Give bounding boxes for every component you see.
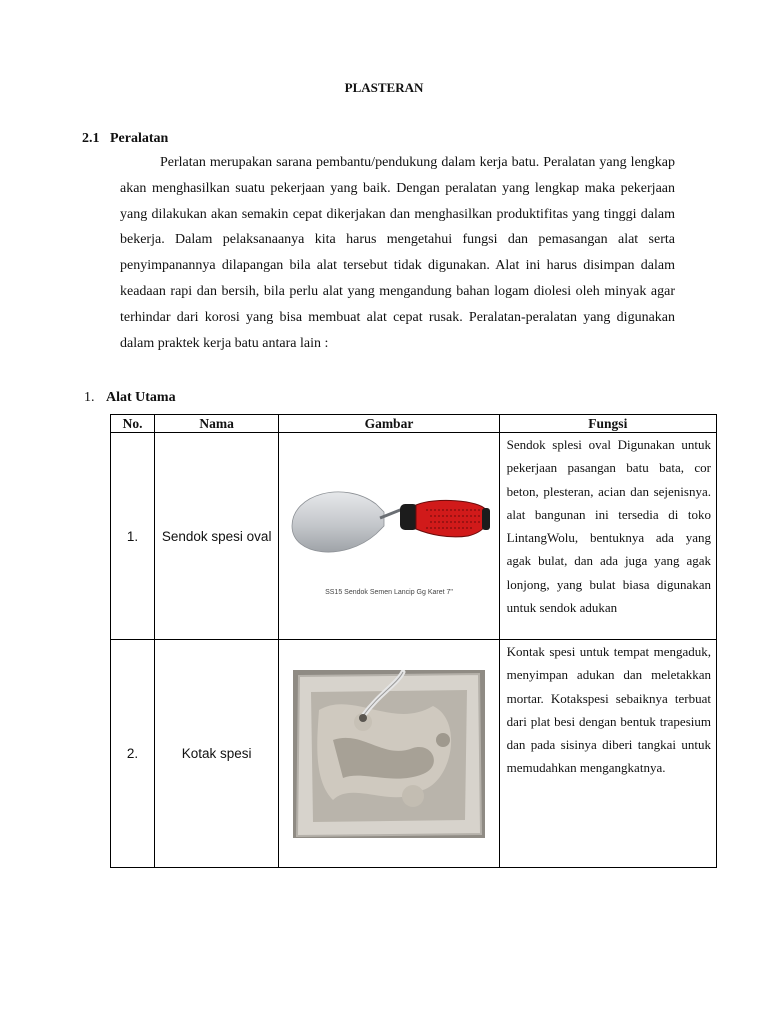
tool-function: Kontak spesi untuk tempat mengaduk, menyimpan adukan dan meletakkan mortar. Kotakspesi sebaiknya terbuat dari plat besi dengan bentuk trapesium dan pada sisinya diberi tangkai untuk memudahkan mengangkatnya.	[506, 644, 711, 776]
header-fungsi: Fungsi	[499, 415, 716, 433]
tool-image-cell	[279, 640, 499, 868]
table-row	[111, 433, 717, 640]
tool-function: Sendok splesi oval Digunakan untuk pekerjaan pasangan batu bata, cor beton, plesteran, acian dan sejenisnya. alat bangunan ini tersedia di toko LintangWolu, bentuknya ada yang agak bulat, dan ada juga yang agak lonjong, yang bulat biasa digunakan untuk sendok adukan	[506, 437, 711, 616]
tool-name: Sendok spesi oval	[155, 433, 279, 640]
trowel-image	[284, 466, 494, 606]
tools-table	[110, 414, 717, 868]
tool-image-cell	[279, 433, 499, 640]
table-row	[111, 640, 717, 868]
table-header-row	[111, 415, 717, 433]
header-gambar: Gambar	[279, 415, 499, 433]
page-title: PLASTERAN	[344, 80, 424, 95]
list-number: 1.	[84, 390, 95, 405]
trowel-caption: SS15 Sendok Semen Lancip Gg Karet 7"	[325, 589, 453, 596]
section-number: 2.1	[82, 131, 100, 146]
mortar-box-image	[293, 670, 485, 838]
header-nama: Nama	[155, 415, 279, 433]
list-title: Alat Utama	[106, 390, 176, 405]
intro-paragraph: Perlatan merupakan sarana pembantu/pendukung dalam kerja batu. Peralatan yang lengkap akan menghasilkan suatu pekerjaan yang baik. Dengan peralatan yang lengkap maka pekerjaan yang dilakukan akan semakin cepat dikerjakan dan menghasilkan produktifitas yang tinggi dalam bekerja. Dalam pelaksanaanya kita harus mengetahui fungsi dan pemasangan alat serta penyimpanannya dilapangan bila alat tersebut tidak digunakan. Alat ini harus disimpan dalam keadaan rapi dan bersih, bila perlu alat yang mengandung bahan logam diolesi oleh minyak agar terhindar dari korosi yang bisa membuat alat cepat rusak. Peralatan-peralatan yang digunakan dalam praktek kerja batu antara lain :	[120, 155, 675, 351]
header-no: No.	[111, 415, 155, 433]
row-number: 2.	[111, 640, 155, 868]
section-title: Peralatan	[110, 131, 169, 146]
tool-name: Kotak spesi	[155, 640, 279, 868]
tool-function-cell	[499, 433, 716, 640]
tool-function-cell	[499, 640, 716, 868]
row-number: 1.	[111, 433, 155, 640]
